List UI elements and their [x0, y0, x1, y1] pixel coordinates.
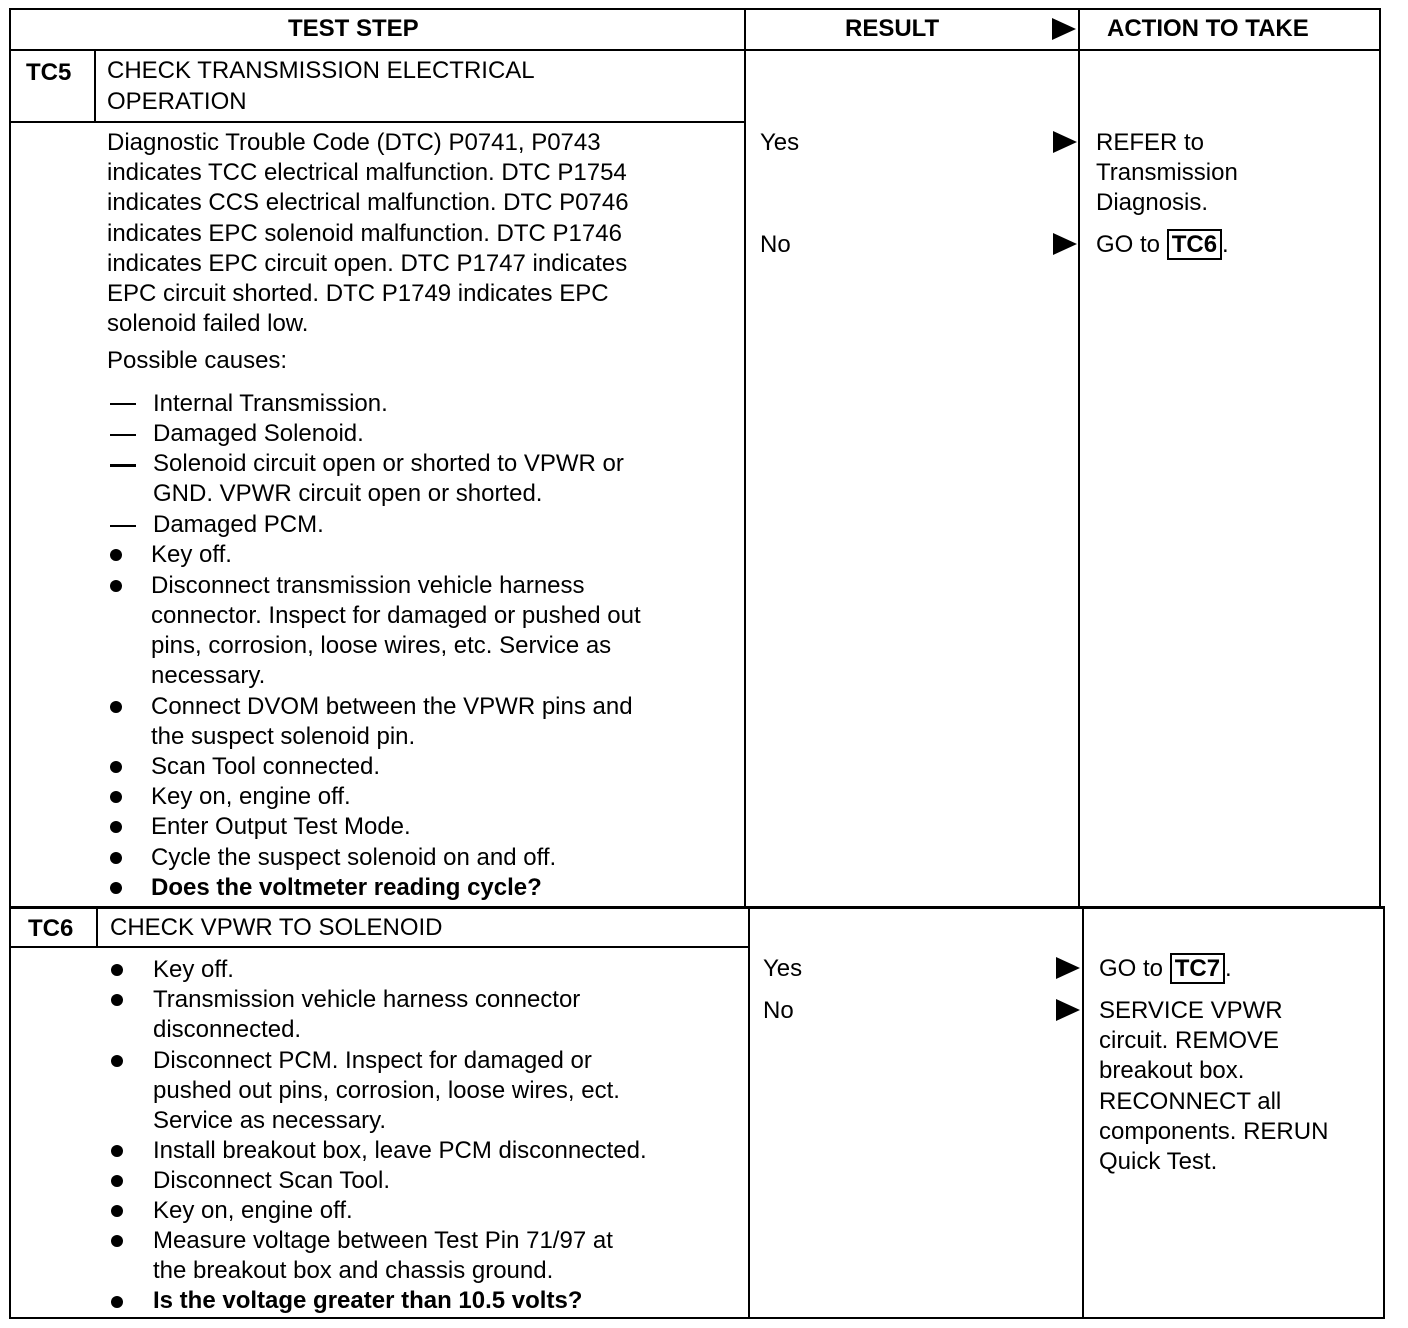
tc5-title-line-1: CHECK TRANSMISSION ELECTRICAL: [107, 57, 535, 84]
dash-icon: [110, 464, 136, 467]
bullet-icon: [110, 761, 122, 773]
tc5-cause: Internal Transmission.: [153, 390, 388, 417]
tc5-step: pins, corrosion, loose wires, etc. Service as: [151, 632, 612, 659]
tc6-action-no-line: breakout box.: [1099, 1057, 1245, 1085]
tc6-action-no: [1099, 996, 1328, 1177]
table-border-bottom: [9, 1317, 1385, 1319]
tc5-action-yes-line: Transmission: [1096, 159, 1238, 187]
tc5-id: TC5: [26, 59, 72, 86]
tc5-intro-line: indicates EPC circuit open. DTC P1747 indicates: [107, 249, 628, 277]
tc6-result-yes: Yes: [763, 955, 803, 982]
bullet-icon: [110, 580, 122, 592]
tc5-title-line-2: OPERATION: [107, 88, 247, 115]
header-arrow-icon: [1052, 18, 1076, 40]
tc6-step: Disconnect Scan Tool.: [153, 1167, 391, 1194]
tc5-cause: Solenoid circuit open or shorted to VPWR or: [153, 450, 624, 477]
tc5-intro-line: indicates EPC solenoid malfunction. DTC P1746: [107, 219, 622, 247]
tc6-step: Key off.: [153, 956, 234, 983]
tc6-step: Install breakout box, leave PCM disconnected.: [153, 1137, 647, 1164]
tc6-step: Measure voltage between Test Pin 71/97 at: [153, 1227, 613, 1254]
tc6-action-yes: [1099, 954, 1232, 984]
bullet-icon: [110, 882, 122, 894]
tc5-step: Key on, engine off.: [151, 783, 351, 810]
dash-icon: [110, 434, 136, 436]
tc6-action-yes-suffix: .: [1225, 955, 1232, 982]
tc5-step: Scan Tool connected.: [151, 753, 381, 780]
tc5-causes-heading: Possible causes:: [107, 347, 288, 374]
tc6-action-no-line: Quick Test.: [1099, 1148, 1218, 1176]
table-border-right: [1379, 8, 1381, 908]
tc6-step: pushed out pins, corrosion, loose wires, ect.: [153, 1077, 620, 1104]
tc5-intro-line: EPC circuit shorted. DTC P1749 indicates EPC: [107, 280, 609, 308]
tc6-step: Service as necessary.: [153, 1107, 386, 1134]
bullet-icon: [110, 821, 122, 833]
arrow-icon: [1056, 999, 1080, 1021]
tc5-action-yes: [1096, 128, 1238, 219]
tc6-title-bottom: [9, 946, 750, 948]
tc5-result-no: No: [760, 231, 791, 258]
tc5-step: Key off.: [151, 541, 232, 568]
tc5-title-bottom: [9, 121, 746, 123]
tc5-action-yes-line: REFER to: [1096, 129, 1205, 156]
arrow-icon: [1053, 131, 1077, 153]
tc5-action-no-prefix: GO to: [1096, 231, 1161, 258]
dash-icon: [110, 403, 136, 405]
column-divider-action-2: [1082, 906, 1084, 1319]
column-divider-result: [744, 8, 746, 908]
tc5-action-no-suffix: .: [1222, 231, 1229, 258]
tc5-step: necessary.: [151, 662, 266, 689]
tc5-cause: GND. VPWR circuit open or shorted.: [153, 480, 543, 507]
header-divider: [9, 49, 1381, 51]
bullet-icon: [111, 994, 123, 1006]
column-divider-result-2: [748, 906, 750, 1319]
tc5-result-yes: Yes: [760, 129, 800, 156]
bullet-icon: [111, 1205, 123, 1217]
tc6-action-no-line: RECONNECT all: [1099, 1087, 1282, 1115]
tc5-step: Enter Output Test Mode.: [151, 813, 411, 840]
header-test-step: TEST STEP: [288, 15, 419, 42]
dash-icon: [110, 525, 136, 527]
bullet-icon: [111, 1175, 123, 1187]
tc6-step: disconnected.: [153, 1016, 302, 1043]
tc5-id-divider: [94, 49, 96, 123]
bullet-icon: [110, 549, 122, 561]
tc5-question: Does the voltmeter reading cycle?: [151, 874, 542, 901]
tc6-action-no-line: components. RERUN: [1099, 1117, 1329, 1145]
tc6-question: Is the voltage greater than 10.5 volts?: [153, 1287, 583, 1314]
tc5-step: Cycle the suspect solenoid on and off.: [151, 844, 557, 871]
tc7-reference-link[interactable]: TC7: [1170, 953, 1225, 984]
bullet-icon: [111, 1055, 123, 1067]
bullet-icon: [110, 701, 122, 713]
tc6-action-yes-prefix: GO to: [1099, 955, 1164, 982]
tc5-action-yes-line: Diagnosis.: [1096, 189, 1209, 217]
tc5-step: connector. Inspect for damaged or pushed out: [151, 602, 641, 629]
tc5-cause: Damaged PCM.: [153, 511, 324, 538]
arrow-icon: [1056, 957, 1080, 979]
tc6-id: TC6: [28, 915, 74, 942]
tc6-action-no-line: SERVICE VPWR: [1099, 997, 1283, 1024]
header-action: ACTION TO TAKE: [1107, 15, 1309, 42]
tc5-intro-line: Diagnostic Trouble Code (DTC) P0741, P0743: [107, 129, 601, 156]
bullet-icon: [110, 852, 122, 864]
tc5-action-no: [1096, 230, 1229, 260]
tc6-step: Key on, engine off.: [153, 1197, 353, 1224]
bullet-icon: [111, 1296, 123, 1308]
tc5-step: Connect DVOM between the VPWR pins and: [151, 693, 633, 720]
table-border-left: [9, 8, 11, 1319]
tc5-step: Disconnect transmission vehicle harness: [151, 572, 585, 599]
tc6-step: Transmission vehicle harness connector: [153, 986, 581, 1013]
bullet-icon: [110, 791, 122, 803]
tc6-id-divider: [96, 906, 98, 948]
tc6-title: CHECK VPWR TO SOLENOID: [110, 914, 443, 941]
table-border-top: [9, 8, 1381, 10]
tc5-intro-line: indicates TCC electrical malfunction. DTC P1754: [107, 159, 627, 187]
tc6-result-no: No: [763, 997, 794, 1024]
tc6-step: Disconnect PCM. Inspect for damaged or: [153, 1047, 592, 1074]
arrow-icon: [1053, 233, 1077, 255]
header-result: RESULT: [845, 15, 940, 42]
table-border-right-2: [1383, 906, 1385, 1319]
tc6-reference-link[interactable]: TC6: [1167, 229, 1222, 260]
tc5-intro: [107, 128, 629, 339]
tc5-intro-line: indicates CCS electrical malfunction. DTC P0746: [107, 189, 629, 217]
bullet-icon: [111, 1235, 123, 1247]
tc5-intro-line: solenoid failed low.: [107, 310, 309, 338]
tc5-step: the suspect solenoid pin.: [151, 723, 416, 750]
column-divider-action: [1078, 8, 1080, 908]
bullet-icon: [111, 964, 123, 976]
bullet-icon: [111, 1145, 123, 1157]
tc6-step: the breakout box and chassis ground.: [153, 1257, 554, 1284]
tc6-action-no-line: circuit. REMOVE: [1099, 1027, 1280, 1055]
tc6-section-divider: [9, 906, 1385, 909]
tc5-cause: Damaged Solenoid.: [153, 420, 364, 447]
